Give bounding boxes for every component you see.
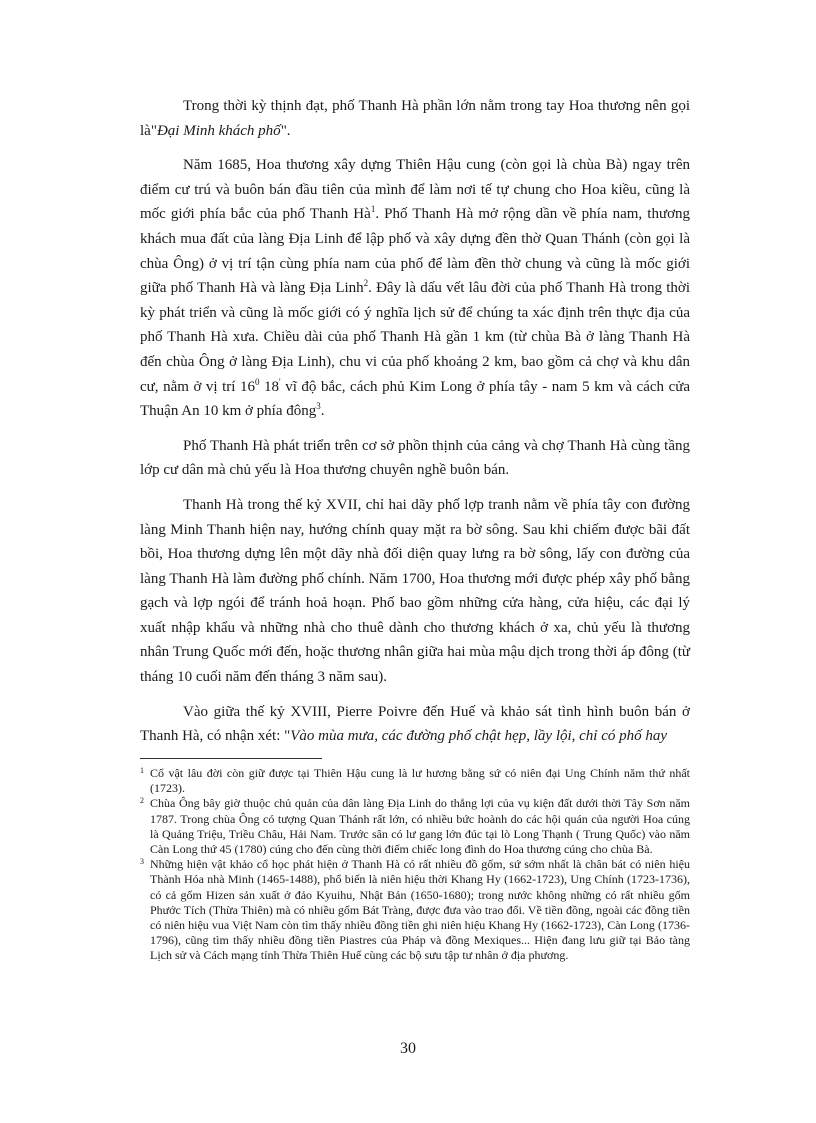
footnote-ref-3[interactable]: 3 bbox=[316, 401, 321, 412]
footnote-3 bbox=[140, 857, 690, 963]
footnote-text: Chùa Ông bây giờ thuộc chủ quản của dân làng Địa Linh do thắng lợi của vụ kiện đất dưới thời Tây Sơn năm 1787. Trong chùa Ông có tượng Quan Thánh rất lớn, có nhiều bức hoành do các hội quán của người Hoa cúng là Quảng Triệu, Triều Châu, Hải Nam. Trước sân có lư gang lớn đúc tại lò Long Thạnh ( Trung Quốc) vào năm Càn Long thứ 45 (1780) cúng cho đến cùng thời điểm chiếc long đình do Hoa thương cúng cho chùa Bà. bbox=[150, 796, 690, 857]
minute-mark: ' bbox=[279, 376, 281, 387]
text: Năm 1685, Hoa thương xây dựng Thiên Hậu cung (còn gọi là chùa Bà) ngay trên điểm cư trú và buôn bán đầu tiên của mình để làm nơi tế tự chung cho Hoa kiều, cũng là mốc giới phía bắc của phố Thanh Hà bbox=[140, 157, 690, 223]
footnote-text: Cổ vật lâu đời còn giữ được tại Thiên Hậu cung là lư hương bằng sứ có niên đại Ung Chính năm thứ nhất (1723). bbox=[150, 766, 690, 796]
footnotes bbox=[140, 766, 690, 964]
footnote-1 bbox=[140, 766, 690, 796]
paragraph-3 bbox=[140, 434, 690, 483]
text: . Phố Thanh Hà mở rộng dần về phía nam, thương khách mua đất của làng Địa Linh để lập phố và xây dựng đền thờ Quan Thánh (còn gọi là chùa Ông) ở vị trí tận cùng phía nam của phố để làm đền thờ chung và cũng là mốc giới giữa phố Thanh Hà và làng Địa Linh bbox=[140, 206, 691, 297]
page-number: 30 bbox=[400, 1040, 416, 1057]
italic-phrase: Đại Minh khách phố bbox=[156, 122, 281, 139]
text: . bbox=[320, 403, 325, 420]
footnote-2 bbox=[140, 796, 690, 857]
body-text bbox=[140, 94, 690, 759]
text: vĩ độ bắc, cách phủ Kim Long ở phía tây - nam 5 km và cách cửa Thuận An 10 km ở phía đông bbox=[140, 378, 691, 420]
text: . Đây là dấu vết lâu đời của phố Thanh Hà trong thời kỳ phát triển và cũng là mốc giới có ý nghĩa lịch sử để chúng ta xác định trên thực địa của phố Thanh Hà xưa. Chiều dài của phố Thanh Hà gần 1 km (từ chùa Bà ở làng Thanh Hà đến chùa Ông ở làng Địa Linh), chu vi của phố khoảng 2 km, bao gồm cả chợ và khu dân cư, nằm ở vị trí 16 bbox=[140, 280, 690, 395]
text: ". bbox=[280, 122, 291, 139]
paragraph-4 bbox=[140, 493, 690, 690]
text: Vào giữa thế kỷ XVIII, Pierre Poivre đến Huế và khảo sát tình hình buôn bán ở Thanh Hà, có nhận xét: " bbox=[140, 703, 690, 745]
text: 18 bbox=[259, 378, 280, 395]
italic-quote: Vào mùa mưa, các đường phố chật hẹp, lầy lội, chỉ có phố hay bbox=[290, 728, 668, 745]
footnote-text: Những hiện vật khảo cổ học phát hiện ở Thanh Hà có rất nhiều đồ gốm, sứ sớm nhất là chân bát có niên hiệu Thành Hóa nhà Minh (1465-1488), phổ biến là niên hiệu thời Khang Hy (1662-1723), Ung Chính (1723-1736), có cả gốm Hizen sản xuất ở đảo Kyuihu, Nhật Bản (1650-1680); trong nước không những có rất nhiều gốm Phước Tích (Thừa Thiên) mà có nhiều gốm Bát Tràng, được đưa vào trao đổi. Về tiền đồng, ngoài các đồng tiền có niên hiệu vua Việt Nam còn tìm thấy nhiều đồng tiền ghi niên hiệu Khang Hy (1662-1723), Càn Long (1736-1796), cũng tìm thấy nhiều đồng tiền Piastres của Pháp và đồng Mexiques... Hiện đang lưu giữ tại Bảo tàng Lịch sử và Cách mạng tỉnh Thừa Thiên Huế cùng các bộ sưu tập tư nhân ở địa phương. bbox=[150, 857, 690, 963]
degree-mark: 0 bbox=[255, 376, 260, 387]
paragraph-5 bbox=[140, 700, 690, 749]
text: Phố Thanh Hà phát triển trên cơ sở phồn thịnh của cảng và chợ Thanh Hà cùng tầng lớp cư dân mà chủ yếu là Hoa thương chuyên nghề buôn bán. bbox=[140, 437, 690, 479]
paragraph-2 bbox=[140, 153, 690, 424]
footnote-mark: 2 bbox=[140, 796, 144, 806]
footnote-ref-2[interactable]: 2 bbox=[363, 278, 369, 289]
text: Thanh Hà trong thế kỷ XVII, chỉ hai dãy phố lợp tranh nằm về phía tây con đường làng Minh Thanh hiện nay, hướng chính quay mặt ra bờ sông. Sau khi chiếm được bãi đất bồi, Hoa thương dựng lên một dãy nhà đối diện quay lưng ra bờ sông, lấy con đường của làng Thanh Hà làm đường phố chính. Năm 1700, Hoa thương mới được phép xây phố bằng gạch và lợp ngói để tránh hoả hoạn. Phố bao gồm những cửa hàng, cửa hiệu, các đại lý xuất nhập khẩu và những nhà cho thuê dành cho thương khách ở xa, chủ yếu là thương nhân Trung Quốc mới đến, hoặc thương nhân giữa hai mùa mậu dịch trong thời áp đông (từ tháng 10 cuối năm đến tháng 3 năm sau). bbox=[140, 496, 690, 686]
footnote-ref-1[interactable]: 1 bbox=[370, 204, 376, 215]
footnote-mark: 3 bbox=[140, 857, 144, 867]
footnote-separator bbox=[140, 758, 322, 759]
paragraph-1 bbox=[140, 94, 690, 143]
text: Trong thời kỳ thịnh đạt, phố Thanh Hà phần lớn nằm trong tay Hoa thương nên gọi là" bbox=[140, 98, 690, 139]
footnote-mark: 1 bbox=[140, 766, 144, 775]
